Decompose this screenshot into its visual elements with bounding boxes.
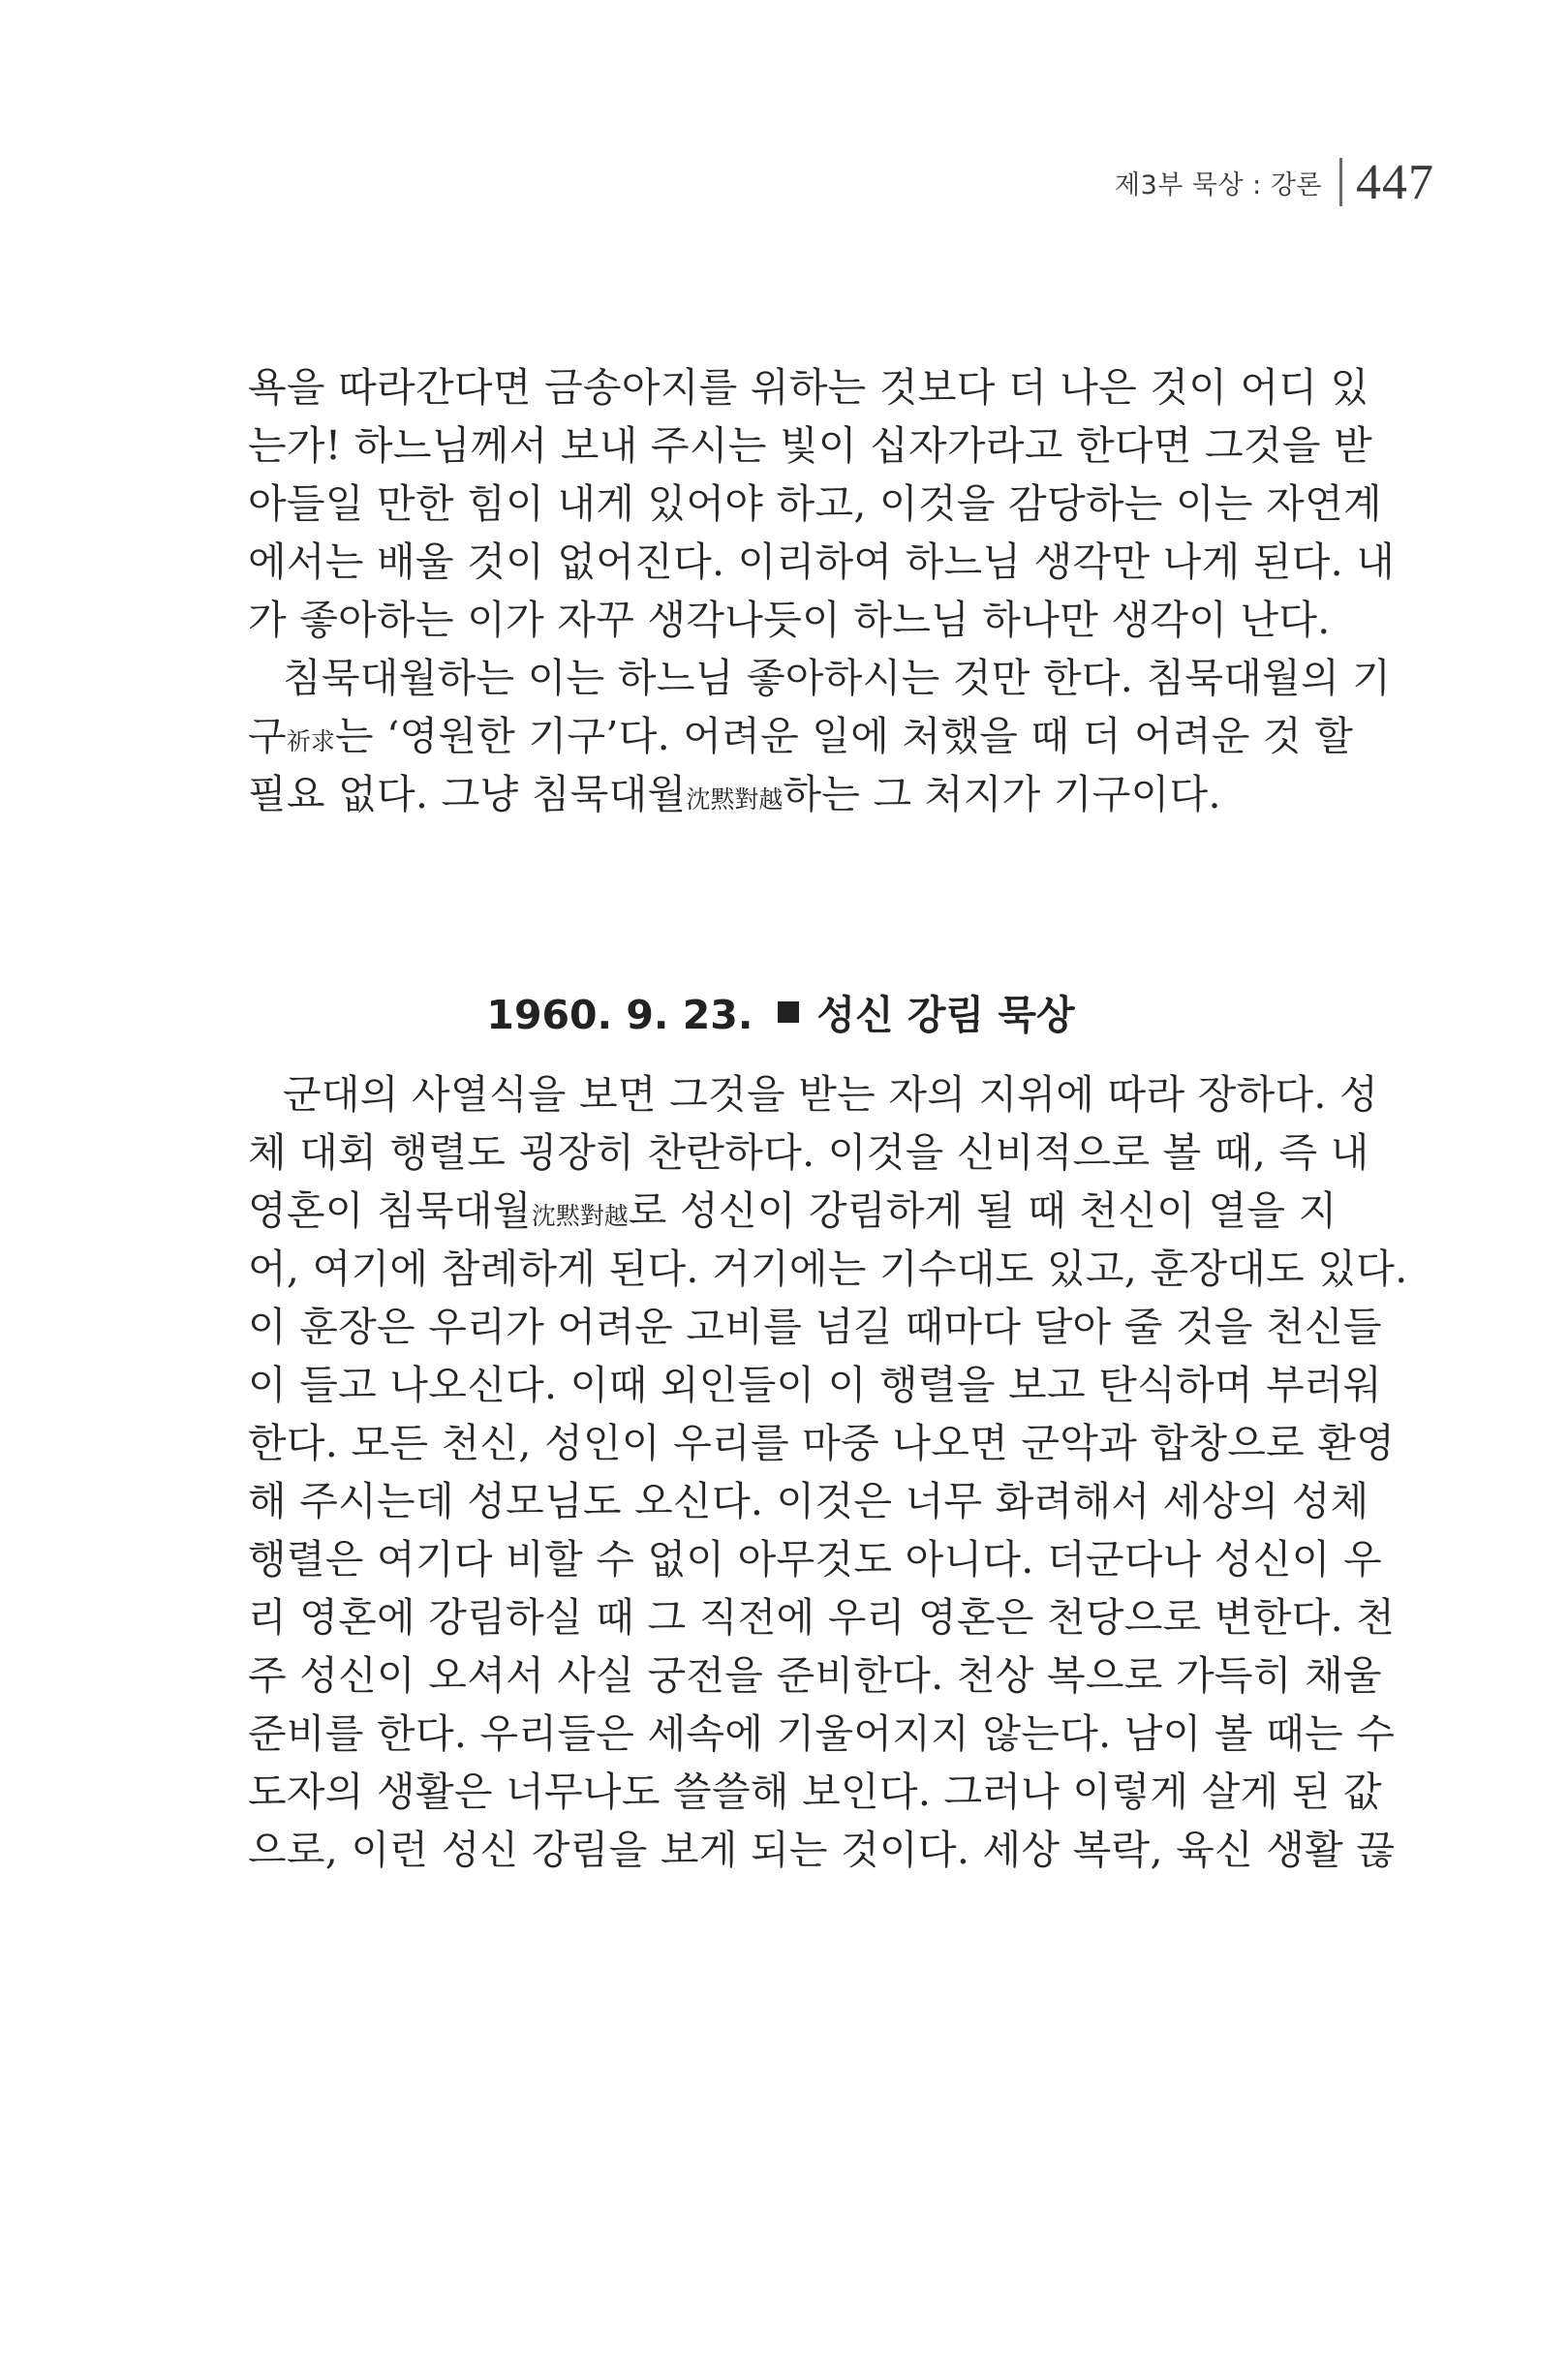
hanja-annotation: 祈求	[286, 727, 335, 755]
text-line: 리 영혼에 강림하실 때 그 직전에 우리 영혼은 천당으로 변한다. 천	[248, 1594, 1396, 1641]
text-line: 가 좋아하는 이가 자꾸 생각나듯이 하느님 하나만 생각이 난다.	[248, 597, 1331, 643]
text-line: 욕을 따라간다면 금송아지를 위하는 것보다 더 나은 것이 어디 있	[248, 364, 1369, 411]
text-line: 는가! 하느님께서 보내 주시는 빛이 십자가라고 한다면 그것을 받	[248, 422, 1372, 469]
text-line: 도자의 생활은 너무나도 쓸쓸해 보인다. 그러나 이렇게 살게 된 값	[248, 1768, 1382, 1815]
text-line: 에서는 배울 것이 없어진다. 이리하여 하느님 생각만 나게 된다. 내	[248, 538, 1396, 585]
text-line: 행렬은 여기다 비할 수 없이 아무것도 아니다. 더군다나 성신이 우	[248, 1536, 1382, 1583]
text-line: 체 대회 행렬도 굉장히 찬란하다. 이것을 신비적으로 볼 때, 즉 내	[248, 1129, 1369, 1176]
text-line: 이 들고 나오신다. 이때 외인들이 이 행렬을 보고 탄식하며 부러워	[248, 1362, 1382, 1408]
text-line: 해 주시는데 성모님도 오신다. 이것은 너무 화려해서 세상의 성체	[248, 1478, 1369, 1524]
text-line: 주 성신이 오셔서 사실 궁전을 준비한다. 천상 복으로 가득히 채울	[248, 1652, 1382, 1699]
section-label: 제3부 묵상 : 강론	[1114, 169, 1322, 200]
text-line: 으로, 이런 성신 강림을 보게 되는 것이다. 세상 복락, 육신 생활 끊	[248, 1827, 1396, 1873]
text-line: 영혼이 침묵대월沈黙對越로 성신이 강림하게 될 때 천신이 열을 지	[248, 1187, 1337, 1234]
text-line: 구祈求는 ‘영원한 기구’다. 어려운 일에 처했을 때 더 어려운 것 할	[248, 713, 1354, 759]
header-divider	[1339, 158, 1342, 206]
body-text-top	[248, 358, 1396, 823]
running-header	[1115, 153, 1434, 211]
square-bullet-icon	[778, 1001, 799, 1023]
text-line: 한다. 모든 천신, 성인이 우리를 마중 나오면 군악과 합창으로 환영	[248, 1420, 1396, 1466]
text-line: 침묵대월하는 이는 하느님 좋아하시는 것만 한다. 침묵대월의 기	[283, 655, 1392, 701]
page-number: 447	[1356, 154, 1434, 210]
hanja-annotation: 沈黙對越	[531, 1202, 629, 1230]
text-line: 어, 여기에 참례하게 된다. 거기에는 기수대도 있고, 훈장대도 있다.	[248, 1246, 1408, 1292]
text-line: 준비를 한다. 우리들은 세속에 기울어지지 않는다. 남이 볼 때는 수	[248, 1710, 1396, 1757]
text-line: 아들일 만한 힘이 내게 있어야 하고, 이것을 감당하는 이는 자연계	[248, 480, 1382, 527]
text-line: 필요 없다. 그냥 침묵대월沈黙對越하는 그 처지가 기구이다.	[248, 771, 1221, 817]
entry-heading	[248, 986, 1313, 1044]
hanja-annotation: 沈黙對越	[686, 785, 784, 814]
entry-date: 1960. 9. 23.	[486, 992, 753, 1038]
text-line: 이 훈장은 우리가 어려운 고비를 넘길 때마다 달아 줄 것을 천신들	[248, 1304, 1382, 1350]
body-text-entry	[248, 1065, 1408, 1879]
entry-title: 성신 강림 묵상	[816, 992, 1075, 1038]
text-line: 군대의 사열식을 보면 그것을 받는 자의 지위에 따라 장하다. 성	[283, 1071, 1378, 1118]
